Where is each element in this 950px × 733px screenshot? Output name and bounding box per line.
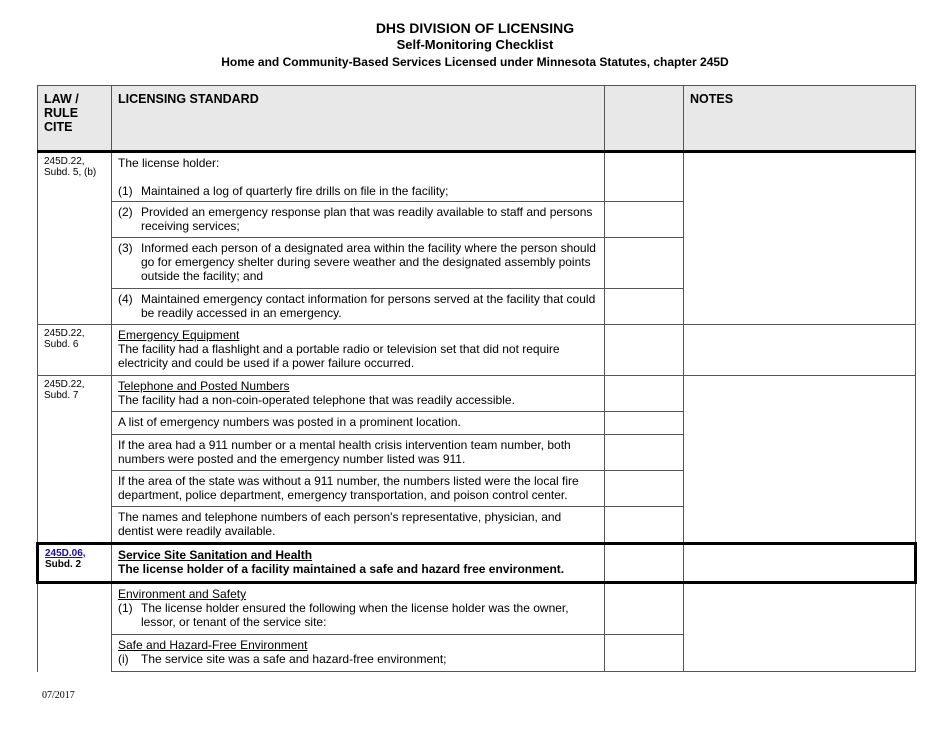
list-item [118, 205, 598, 233]
item-number: (2) [118, 205, 133, 219]
law-cite-subd: Subd. 2 [45, 559, 82, 570]
checklist-table [36, 85, 917, 672]
standard-text: The facility had a non-coin-operated telephone that was readily accessible. [118, 393, 515, 407]
footer-date: 07/2017 [42, 690, 75, 701]
check-cell[interactable] [605, 289, 684, 325]
check-cell[interactable] [605, 238, 684, 289]
standard-cell [112, 238, 605, 289]
standard-title: Emergency Equipment [118, 328, 240, 342]
check-cell[interactable] [605, 471, 684, 507]
notes-cell[interactable] [684, 152, 916, 325]
standard-cell [112, 152, 605, 202]
standard-title: Telephone and Posted Numbers [118, 379, 290, 393]
item-text: Provided an emergency response plan that was readily available to staff and persons receiving services; [141, 205, 593, 233]
item-text: Maintained emergency contact information for persons served at the facility that could be readily accessed in an emergency. [141, 292, 596, 320]
law-cite: 245D.22, Subd. 7 [38, 376, 112, 544]
check-cell[interactable] [605, 202, 684, 238]
standard-title: Service Site Sanitation and Health [118, 548, 313, 562]
notes-cell[interactable] [684, 583, 916, 672]
law-cite: 245D.22, Subd. 6 [38, 325, 112, 376]
law-cite [38, 544, 112, 583]
standard-cell [112, 635, 605, 672]
document-title: DHS DIVISION OF LICENSING [375, 20, 575, 36]
table-row [38, 376, 916, 412]
standard-title: Environment and Safety [118, 587, 247, 601]
standard-cell: A list of emergency numbers was posted in a prominent location. [112, 412, 605, 435]
column-header-standard: LICENSING STANDARD [112, 86, 605, 152]
standard-cell [112, 544, 605, 583]
check-cell[interactable] [605, 376, 684, 412]
standard-cell: If the area of the state was without a 911 number, the numbers listed were the local fire department, police department, emergency transportation, and poison control center. [112, 471, 605, 507]
list-item [118, 184, 598, 198]
item-text: The license holder ensured the following when the license holder was the owner, lessor, or tenant of the service site: [141, 601, 569, 629]
notes-cell[interactable] [684, 544, 916, 583]
list-item [118, 241, 598, 283]
column-header-cite: LAW / RULE CITE [38, 86, 112, 152]
column-header-check [605, 86, 684, 152]
document-scope: Home and Community-Based Services Licensed under Minnesota Statutes, chapter 245D [221, 55, 729, 69]
item-number: (4) [118, 292, 133, 306]
standard-cell [112, 376, 605, 412]
standard-cell [112, 202, 605, 238]
item-number: (3) [118, 241, 133, 255]
item-number: (1) [118, 601, 133, 615]
table-row [38, 325, 916, 376]
table-row [38, 583, 916, 635]
item-text: The service site was a safe and hazard-free environment; [141, 652, 447, 666]
check-cell[interactable] [605, 435, 684, 471]
check-cell[interactable] [605, 635, 684, 672]
item-text: Informed each person of a designated area within the facility where the person should go for emergency shelter during severe weather and the designated assembly points outside the facility; and [141, 241, 596, 283]
table-header-row [38, 86, 916, 152]
table-row [38, 544, 916, 583]
table-row [38, 152, 916, 202]
document-subtitle: Self-Monitoring Checklist [396, 37, 554, 52]
standard-text: The facility had a flashlight and a portable radio or television set that did not require electricity and could be used if a power failure occurred. [118, 342, 560, 370]
standard-cell [112, 325, 605, 376]
standard-intro: The license holder: [118, 156, 220, 170]
list-item [118, 652, 598, 666]
check-cell[interactable] [605, 544, 684, 583]
check-cell[interactable] [605, 412, 684, 435]
check-cell[interactable] [605, 152, 684, 202]
check-cell[interactable] [605, 583, 684, 635]
item-number: (i) [118, 652, 129, 666]
notes-cell[interactable] [684, 376, 916, 544]
list-item [118, 292, 598, 320]
standard-text: The license holder of a facility maintained a safe and hazard free environment. [118, 562, 565, 576]
column-header-notes: NOTES [684, 86, 916, 152]
law-cite: 245D.22, Subd. 5, (b) [38, 152, 112, 325]
notes-cell[interactable] [684, 325, 916, 376]
check-cell[interactable] [605, 325, 684, 376]
standard-cell [112, 289, 605, 325]
standard-cell: The names and telephone numbers of each person's representative, physician, and dentist were readily available. [112, 507, 605, 544]
standard-cell [112, 583, 605, 635]
check-cell[interactable] [605, 507, 684, 544]
law-cite-link[interactable]: 245D.06, [45, 548, 86, 559]
item-number: (1) [118, 184, 133, 198]
standard-title: Safe and Hazard-Free Environment [118, 638, 308, 652]
item-text: Maintained a log of quarterly fire drills on file in the facility; [141, 184, 449, 198]
list-item [118, 601, 598, 629]
standard-cell: If the area had a 911 number or a mental health crisis intervention team number, both numbers were posted and the emergency number listed was 911. [112, 435, 605, 471]
law-cite [38, 583, 112, 672]
